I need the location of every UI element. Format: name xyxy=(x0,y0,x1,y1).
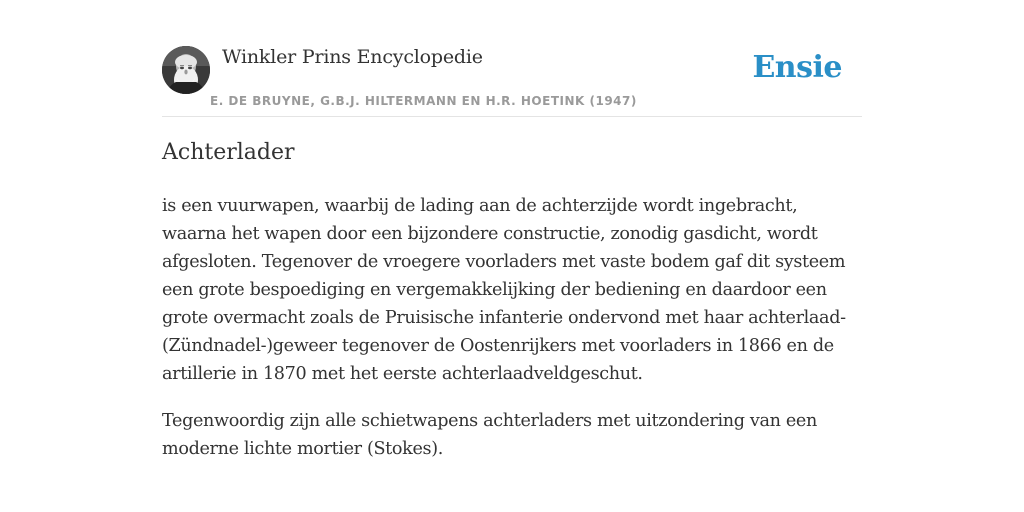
byline: E. DE BRUYNE, G.B.J. HILTERMANN EN H.R. HOETINK (1947) xyxy=(210,94,637,108)
article-paragraph: Tegenwoordig zijn alle schietwapens achterladers met uitzondering van een moderne lichte mortier (Stokes). xyxy=(162,411,817,459)
article-body xyxy=(162,192,862,482)
ensie-logo-link[interactable]: Ensie xyxy=(752,50,842,85)
article-paragraph: is een vuurwapen, waarbij de lading aan de achterzijde wordt ingebracht, waarna het wapen door een bijzondere constructie, zonodig gasdicht, wordt afgesloten. Tegenover de vroegere voorladers met vaste bodem gaf dit systeem een grote bespoediging en vergemakkelijking der bediening en daardoor een grote overmacht zoals de Pruisische infanterie ondervond met haar achterlaad-(Zündnadel-)geweer tegenover de Oostenrijkers met voorladers in 1866 en de artillerie in 1870 met het eerste achterlaadveldgeschut. xyxy=(162,196,846,384)
site-title[interactable]: Winkler Prins Encyclopedie xyxy=(222,46,483,68)
author-portrait-icon[interactable] xyxy=(162,46,210,94)
article-title: Achterlader xyxy=(162,140,295,165)
header xyxy=(162,0,862,117)
page-container xyxy=(162,0,862,459)
